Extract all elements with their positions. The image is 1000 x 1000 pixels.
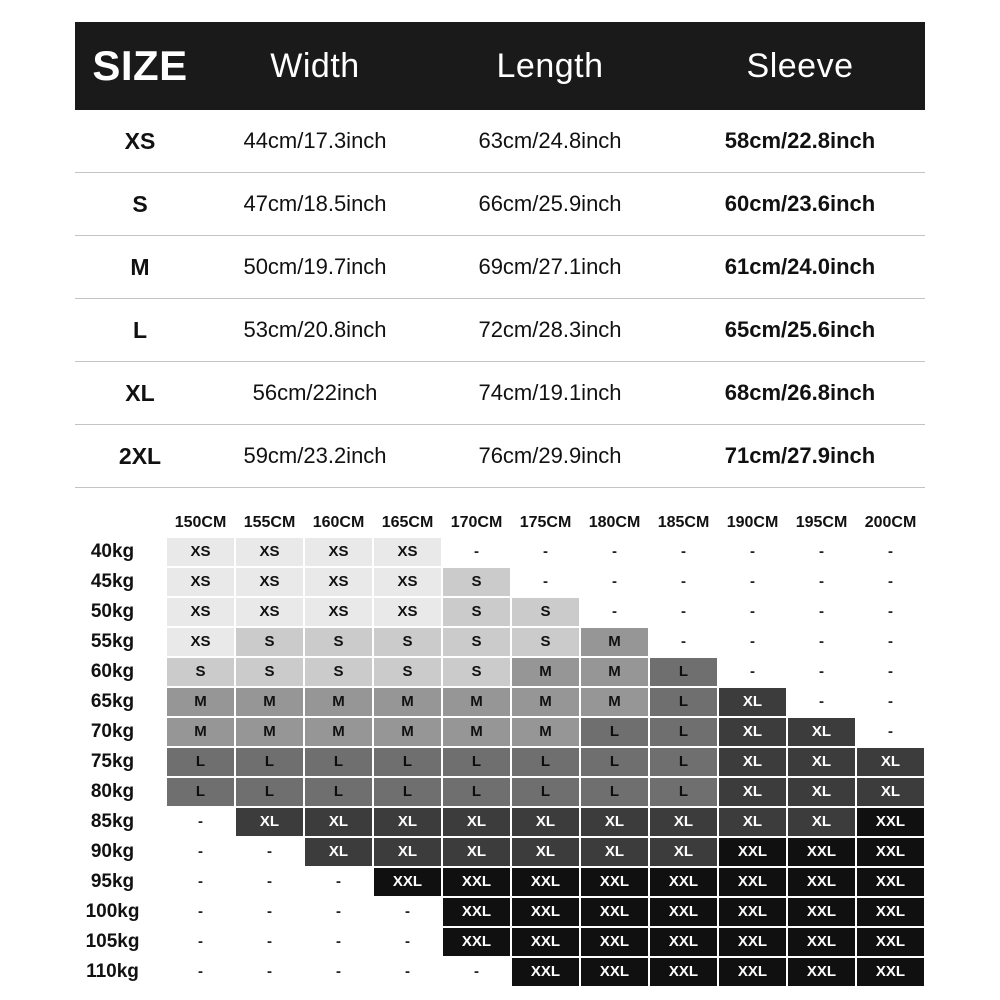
- fit-cell: XL: [305, 808, 372, 836]
- size-cell: L: [132, 316, 148, 343]
- fit-cell-empty: -: [236, 838, 303, 866]
- fit-cell: XXL: [788, 868, 855, 896]
- fit-cell: L: [512, 778, 579, 806]
- fit-cell-empty: -: [443, 958, 510, 986]
- fit-cell-empty: -: [788, 688, 855, 716]
- fit-cell-empty: -: [167, 928, 234, 956]
- fit-cell: S: [305, 658, 372, 686]
- fit-cell: XL: [443, 808, 510, 836]
- fit-cell: M: [236, 688, 303, 716]
- fit-cell: XL: [305, 838, 372, 866]
- fit-cell: XXL: [788, 838, 855, 866]
- fit-cell: XL: [512, 838, 579, 866]
- fit-cell-empty: -: [374, 928, 441, 956]
- fit-cell: XXL: [719, 838, 786, 866]
- fit-cell: XXL: [581, 868, 648, 896]
- size-table: [75, 22, 925, 488]
- fit-cell: XL: [650, 838, 717, 866]
- fit-cell: XL: [719, 778, 786, 806]
- fit-cell: S: [374, 628, 441, 656]
- fit-cell: L: [650, 658, 717, 686]
- fit-cell: XXL: [650, 928, 717, 956]
- fit-cell: XS: [374, 568, 441, 596]
- fit-cell-empty: -: [788, 598, 855, 626]
- fit-cell: XXL: [857, 838, 924, 866]
- fit-cell: L: [650, 778, 717, 806]
- fit-cell-empty: -: [305, 898, 372, 926]
- fit-cell: XXL: [719, 898, 786, 926]
- fit-cell: L: [167, 778, 234, 806]
- sleeve-cell: 71cm/27.9inch: [724, 443, 876, 468]
- size-table-body: [75, 110, 925, 488]
- size-table-row: [75, 425, 925, 488]
- fit-cell-empty: -: [788, 568, 855, 596]
- weight-label: 80kg: [60, 778, 165, 806]
- fit-cell: XS: [236, 538, 303, 566]
- fit-cell: XL: [719, 748, 786, 776]
- length-cell: 66cm/25.9inch: [478, 191, 622, 216]
- fit-cell: M: [236, 718, 303, 746]
- fit-cell: M: [512, 718, 579, 746]
- fit-cell: XXL: [719, 868, 786, 896]
- weight-label: 40kg: [60, 538, 165, 566]
- fit-cell: XXL: [857, 928, 924, 956]
- fit-cell: XXL: [443, 868, 510, 896]
- fit-cell-empty: -: [167, 808, 234, 836]
- fit-cell-empty: -: [719, 538, 786, 566]
- fit-cell: M: [443, 688, 510, 716]
- fit-cell-empty: -: [857, 538, 924, 566]
- fit-cell-empty: -: [581, 538, 648, 566]
- fit-cell: S: [443, 598, 510, 626]
- size-table-row: [75, 299, 925, 362]
- fit-cell-empty: -: [857, 598, 924, 626]
- fit-cell-empty: -: [443, 538, 510, 566]
- fit-cell: XXL: [650, 898, 717, 926]
- length-cell: 74cm/19.1inch: [478, 380, 622, 405]
- weight-label: 45kg: [60, 568, 165, 596]
- fit-cell-empty: -: [650, 628, 717, 656]
- length-cell: 72cm/28.3inch: [478, 317, 622, 342]
- fit-cell-empty: -: [236, 898, 303, 926]
- fit-grid-corner: [60, 508, 165, 538]
- sleeve-cell: 65cm/25.6inch: [724, 317, 876, 342]
- fit-cell: XL: [443, 838, 510, 866]
- fit-cell: L: [650, 718, 717, 746]
- fit-cell: L: [512, 748, 579, 776]
- fit-cell: S: [236, 628, 303, 656]
- fit-cell: L: [443, 778, 510, 806]
- fit-cell-empty: -: [650, 598, 717, 626]
- fit-cell: M: [581, 628, 648, 656]
- fit-cell: XXL: [788, 898, 855, 926]
- height-header: 175CM: [512, 508, 579, 538]
- fit-cell: XXL: [512, 868, 579, 896]
- fit-cell: XL: [236, 808, 303, 836]
- fit-cell: M: [581, 658, 648, 686]
- header-sleeve: Sleeve: [746, 46, 854, 85]
- fit-cell: XL: [581, 808, 648, 836]
- fit-cell: XL: [581, 838, 648, 866]
- fit-cell: XXL: [512, 928, 579, 956]
- fit-cell-empty: -: [857, 628, 924, 656]
- fit-cell-empty: -: [236, 868, 303, 896]
- sleeve-cell: 68cm/26.8inch: [724, 380, 876, 405]
- fit-cell: XXL: [650, 958, 717, 986]
- fit-cell: S: [443, 658, 510, 686]
- length-cell: 69cm/27.1inch: [478, 254, 622, 279]
- size-cell: 2XL: [118, 442, 162, 469]
- fit-cell: XXL: [857, 898, 924, 926]
- fit-cell: XXL: [581, 958, 648, 986]
- fit-cell: XL: [788, 778, 855, 806]
- weight-label: 70kg: [60, 718, 165, 746]
- fit-cell: M: [374, 688, 441, 716]
- fit-cell: XXL: [581, 898, 648, 926]
- fit-cell: XXL: [857, 958, 924, 986]
- fit-cell: XXL: [788, 958, 855, 986]
- width-cell: 44cm/17.3inch: [243, 128, 387, 153]
- weight-label: 110kg: [60, 958, 165, 986]
- size-cell: XS: [124, 127, 156, 154]
- fit-cell: M: [512, 688, 579, 716]
- fit-cell: S: [374, 658, 441, 686]
- fit-cell-empty: -: [167, 868, 234, 896]
- height-header: 180CM: [581, 508, 648, 538]
- size-table-header: [75, 22, 925, 110]
- fit-cell: XL: [374, 838, 441, 866]
- fit-cell: XS: [236, 568, 303, 596]
- fit-cell-empty: -: [857, 718, 924, 746]
- weight-label: 90kg: [60, 838, 165, 866]
- width-cell: 50cm/19.7inch: [243, 254, 387, 279]
- fit-cell: XL: [788, 748, 855, 776]
- length-cell: 63cm/24.8inch: [478, 128, 622, 153]
- fit-cell: XXL: [719, 958, 786, 986]
- fit-cell: M: [305, 688, 372, 716]
- weight-label: 95kg: [60, 868, 165, 896]
- sleeve-cell: 58cm/22.8inch: [724, 128, 876, 153]
- height-header: 200CM: [857, 508, 924, 538]
- fit-cell: XS: [305, 538, 372, 566]
- fit-cell: XL: [719, 808, 786, 836]
- fit-cell: XS: [167, 538, 234, 566]
- fit-cell: XL: [374, 808, 441, 836]
- fit-cell: XXL: [857, 868, 924, 896]
- fit-cell: L: [581, 778, 648, 806]
- fit-cell: L: [236, 778, 303, 806]
- fit-cell: M: [512, 658, 579, 686]
- fit-cell: M: [443, 718, 510, 746]
- fit-cell: L: [443, 748, 510, 776]
- fit-cell-empty: -: [719, 568, 786, 596]
- fit-cell: XXL: [581, 928, 648, 956]
- width-cell: 47cm/18.5inch: [243, 191, 387, 216]
- fit-cell: L: [236, 748, 303, 776]
- fit-cell: XXL: [788, 928, 855, 956]
- fit-cell: XS: [305, 598, 372, 626]
- width-cell: 59cm/23.2inch: [243, 443, 387, 468]
- fit-cell: S: [443, 628, 510, 656]
- fit-cell: L: [650, 748, 717, 776]
- fit-cell-empty: -: [788, 628, 855, 656]
- height-weight-table: [60, 508, 924, 986]
- fit-cell-empty: -: [650, 538, 717, 566]
- fit-cell: XS: [167, 628, 234, 656]
- fit-cell: XXL: [443, 928, 510, 956]
- fit-cell: M: [374, 718, 441, 746]
- fit-cell: M: [167, 718, 234, 746]
- fit-cell: XXL: [719, 928, 786, 956]
- weight-label: 55kg: [60, 628, 165, 656]
- fit-cell: XXL: [650, 868, 717, 896]
- fit-cell-empty: -: [305, 868, 372, 896]
- fit-cell-empty: -: [857, 658, 924, 686]
- length-cell: 76cm/29.9inch: [478, 443, 622, 468]
- fit-cell-empty: -: [305, 928, 372, 956]
- weight-label: 50kg: [60, 598, 165, 626]
- fit-cell: XXL: [857, 808, 924, 836]
- size-table-row: [75, 173, 925, 236]
- fit-cell: XS: [374, 598, 441, 626]
- fit-cell: L: [650, 688, 717, 716]
- fit-cell: L: [374, 778, 441, 806]
- fit-cell: M: [305, 718, 372, 746]
- fit-cell-empty: -: [857, 688, 924, 716]
- fit-cell-empty: -: [788, 658, 855, 686]
- fit-cell: XL: [857, 778, 924, 806]
- height-header: 160CM: [305, 508, 372, 538]
- fit-cell: L: [305, 748, 372, 776]
- fit-cell: L: [581, 718, 648, 746]
- weight-label: 105kg: [60, 928, 165, 956]
- width-cell: 56cm/22inch: [252, 380, 378, 405]
- weight-label: 85kg: [60, 808, 165, 836]
- fit-cell-empty: -: [857, 568, 924, 596]
- height-header: 190CM: [719, 508, 786, 538]
- fit-cell: L: [305, 778, 372, 806]
- fit-cell: XS: [167, 598, 234, 626]
- fit-cell: L: [374, 748, 441, 776]
- fit-cell: M: [167, 688, 234, 716]
- fit-cell-empty: -: [305, 958, 372, 986]
- fit-cell: XXL: [512, 898, 579, 926]
- fit-cell: S: [443, 568, 510, 596]
- fit-cell: XL: [719, 688, 786, 716]
- height-header: 155CM: [236, 508, 303, 538]
- fit-cell: S: [305, 628, 372, 656]
- fit-cell-empty: -: [650, 568, 717, 596]
- height-header: 195CM: [788, 508, 855, 538]
- fit-cell-empty: -: [167, 958, 234, 986]
- fit-cell-empty: -: [167, 898, 234, 926]
- height-header: 165CM: [374, 508, 441, 538]
- size-table-row: [75, 236, 925, 299]
- size-cell: S: [132, 190, 148, 217]
- fit-cell-empty: -: [719, 658, 786, 686]
- height-header: 170CM: [443, 508, 510, 538]
- fit-cell: L: [167, 748, 234, 776]
- size-table-row: [75, 110, 925, 173]
- height-header: 150CM: [167, 508, 234, 538]
- fit-cell: S: [236, 658, 303, 686]
- sleeve-cell: 60cm/23.6inch: [724, 191, 876, 216]
- fit-cell: XS: [236, 598, 303, 626]
- fit-cell: XL: [512, 808, 579, 836]
- fit-cell-empty: -: [581, 568, 648, 596]
- width-cell: 53cm/20.8inch: [243, 317, 387, 342]
- fit-cell-empty: -: [788, 538, 855, 566]
- weight-label: 100kg: [60, 898, 165, 926]
- fit-cell: S: [512, 628, 579, 656]
- fit-cell-empty: -: [374, 898, 441, 926]
- fit-cell: XL: [719, 718, 786, 746]
- size-table-row: [75, 362, 925, 425]
- size-cell: XL: [125, 379, 155, 406]
- fit-cell: XS: [305, 568, 372, 596]
- height-header: 185CM: [650, 508, 717, 538]
- header-width: Width: [270, 46, 360, 85]
- header-size: SIZE: [92, 42, 188, 89]
- fit-cell: XL: [788, 718, 855, 746]
- fit-cell-empty: -: [236, 958, 303, 986]
- fit-cell: XL: [788, 808, 855, 836]
- size-cell: M: [130, 253, 150, 280]
- fit-cell: XL: [650, 808, 717, 836]
- fit-cell: XS: [374, 538, 441, 566]
- fit-cell-empty: -: [374, 958, 441, 986]
- fit-cell-empty: -: [581, 598, 648, 626]
- fit-cell-empty: -: [167, 838, 234, 866]
- fit-cell: S: [167, 658, 234, 686]
- fit-cell-empty: -: [512, 568, 579, 596]
- sleeve-cell: 61cm/24.0inch: [724, 254, 876, 279]
- fit-cell: XL: [857, 748, 924, 776]
- fit-cell-empty: -: [236, 928, 303, 956]
- height-weight-grid: [60, 508, 924, 986]
- weight-label: 75kg: [60, 748, 165, 776]
- fit-cell-empty: -: [719, 628, 786, 656]
- fit-cell: XS: [167, 568, 234, 596]
- fit-cell-empty: -: [719, 598, 786, 626]
- weight-label: 65kg: [60, 688, 165, 716]
- fit-cell-empty: -: [512, 538, 579, 566]
- fit-cell: M: [581, 688, 648, 716]
- weight-label: 60kg: [60, 658, 165, 686]
- fit-cell: XXL: [443, 898, 510, 926]
- fit-cell: S: [512, 598, 579, 626]
- fit-cell: L: [581, 748, 648, 776]
- header-length: Length: [496, 46, 604, 85]
- fit-cell: XXL: [374, 868, 441, 896]
- fit-cell: XXL: [512, 958, 579, 986]
